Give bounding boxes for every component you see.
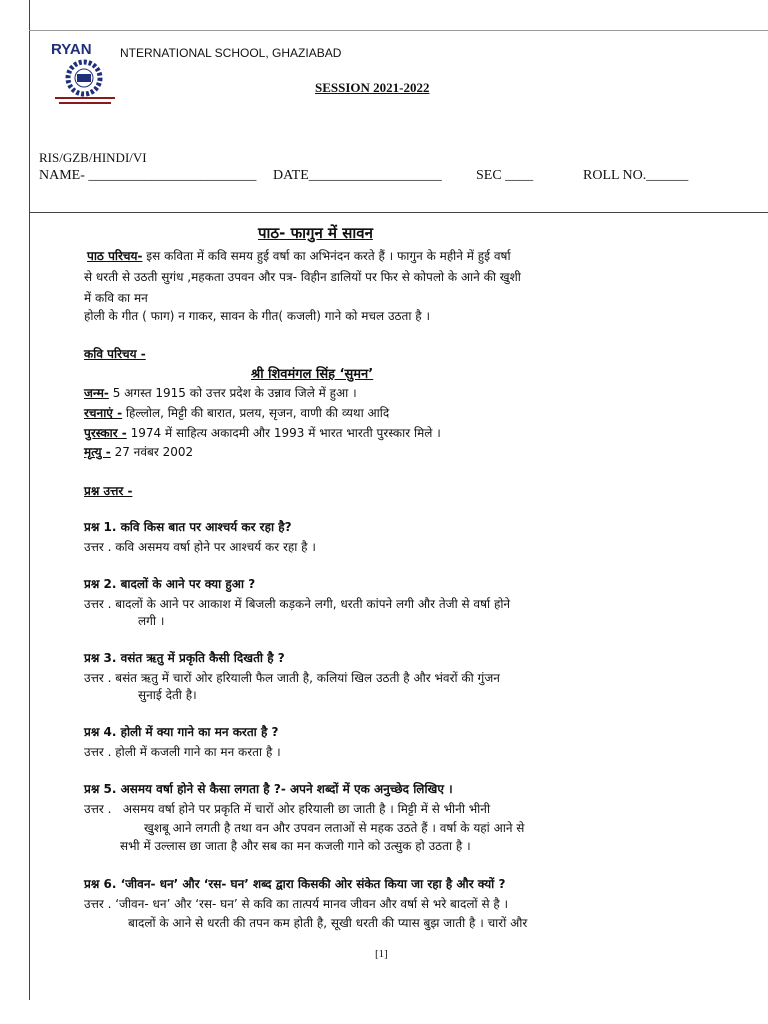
answer-2-line-1: उत्तर . बादलों के आने पर आकाश में बिजली कड़कने लगी, धरती कांपने लगी और तेजी से वर्षा होने <box>84 597 511 611</box>
logo-text: RYAN <box>51 41 92 58</box>
roll-number-field: ROLL NO.______ <box>583 168 689 183</box>
poet-birth: जन्म- 5 अगस्त 1915 को उत्तर प्रदेश के उन्नाव जिले में हुआ । <box>84 386 357 400</box>
date-field: DATE___________________ <box>273 168 442 183</box>
school-logo <box>51 41 121 108</box>
answer-4: उत्तर . होली में कजली गाने का मन करता है । <box>84 745 281 759</box>
answer-1: उत्तर . कवि असमय वर्षा होने पर आश्चर्य कर रहा है । <box>84 540 316 554</box>
intro-line-2: से धरती से उठती सुगंध ,महकता उपवन और पत्र- विहीन डालियों पर फिर से कोपलो के आने की खुशी <box>84 270 521 284</box>
intro-line-3: में कवि का मन <box>84 291 148 305</box>
question-6: प्रश्न 6. ‘जीवन- धन’ और ‘रस- घन’ शब्द द्वारा किसकी ओर संकेत किया जा रहा है और क्यों ? <box>84 877 506 891</box>
header-divider <box>29 212 768 213</box>
poet-award: पुरस्कार - 1974 में साहित्य अकादमी और 1993 में भारत भारती पुरस्कार मिले । <box>84 426 441 440</box>
poet-works: रचनाएं - हिल्लोल, मिट्टी की बारात, प्रलय, सृजन, वाणी की व्यथा आदि <box>84 406 390 420</box>
section-field: SEC ____ <box>476 168 534 183</box>
left-margin-line <box>29 0 30 1000</box>
lesson-title: पाठ- फागुन में सावन <box>258 224 373 242</box>
answer-3-line-1: उत्तर . बसंत ऋतु में चारों ओर हरियाली फैल जाती है, कलियां खिल उठती है और भंवरों की गुंजन <box>84 671 500 685</box>
document-code: RIS/GZB/HINDI/VI <box>39 150 147 165</box>
answer-5-line-3: सभी में उल्लास छा जाता है और सब का मन कजली गाने को उत्सुक हो उठता है । <box>120 839 471 853</box>
question-5: प्रश्न 5. असमय वर्षा होने से कैसा लगता है ?- अपने शब्दों में एक अनुच्छेद लिखिए । <box>84 782 453 796</box>
question-4: प्रश्न 4. होली में क्या गाने का मन करता है ? <box>84 725 279 739</box>
answer-3-line-2: सुनाई देती है। <box>138 688 197 702</box>
intro-label: पाठ परिचय- <box>87 249 143 263</box>
intro-line-1: पाठ परिचय- इस कविता में कवि समय हुई वर्षा का अभिनंदन करते हैं । फागुन के महीने में हुई वर्षा <box>87 249 511 263</box>
poet-death: मृत्यु - 27 नवंबर 2002 <box>84 445 194 459</box>
answer-6-line-2: बादलों के आने से धरती की तपन कम होती है, सूखी धरती की प्यास बुझ जाती है । चारों और <box>128 916 528 930</box>
school-name: NTERNATIONAL SCHOOL, GHAZIABAD <box>120 46 342 60</box>
question-3: प्रश्न 3. वसंत ऋतु में प्रकृति कैसी दिखती है ? <box>84 651 285 665</box>
name-field: NAME- ________________________ <box>39 168 257 183</box>
intro-line-4: होली के गीत ( फाग) न गाकर, सावन के गीत( कजली) गाने को मचल उठता है । <box>84 309 431 323</box>
answer-5-line-1: उत्तर . असमय वर्षा होने पर प्रकृति में चारों ओर हरियाली छा जाती है । मिट्टी में से भीनी भीनी <box>84 802 491 816</box>
question-1: प्रश्न 1. कवि किस बात पर आश्चर्य कर रहा है? <box>84 520 292 534</box>
top-rule <box>29 30 768 31</box>
answer-6-line-1: उत्तर . ‘जीवन- धन’ और ‘रस- घन’ से कवि का तात्पर्य मानव जीवन और वर्षा से भरे बादलों से है । <box>84 897 509 911</box>
answer-2-line-2: लगी । <box>138 614 165 628</box>
page-number: [1] <box>375 948 388 960</box>
session-label: SESSION 2021-2022 <box>315 80 430 95</box>
poet-heading: कवि परिचय - <box>84 347 146 361</box>
answer-5-line-2: खुशबू आने लगती है तथा वन और उपवन लताओं से महक उठते हैं । वर्षा के यहां आने से <box>144 821 525 835</box>
poet-name: श्री शिवमंगल सिंह ‘सुमन’ <box>251 367 374 382</box>
qa-heading: प्रश्न उत्तर - <box>84 484 133 498</box>
question-2: प्रश्न 2. बादलों के आने पर क्या हुआ ? <box>84 577 256 591</box>
